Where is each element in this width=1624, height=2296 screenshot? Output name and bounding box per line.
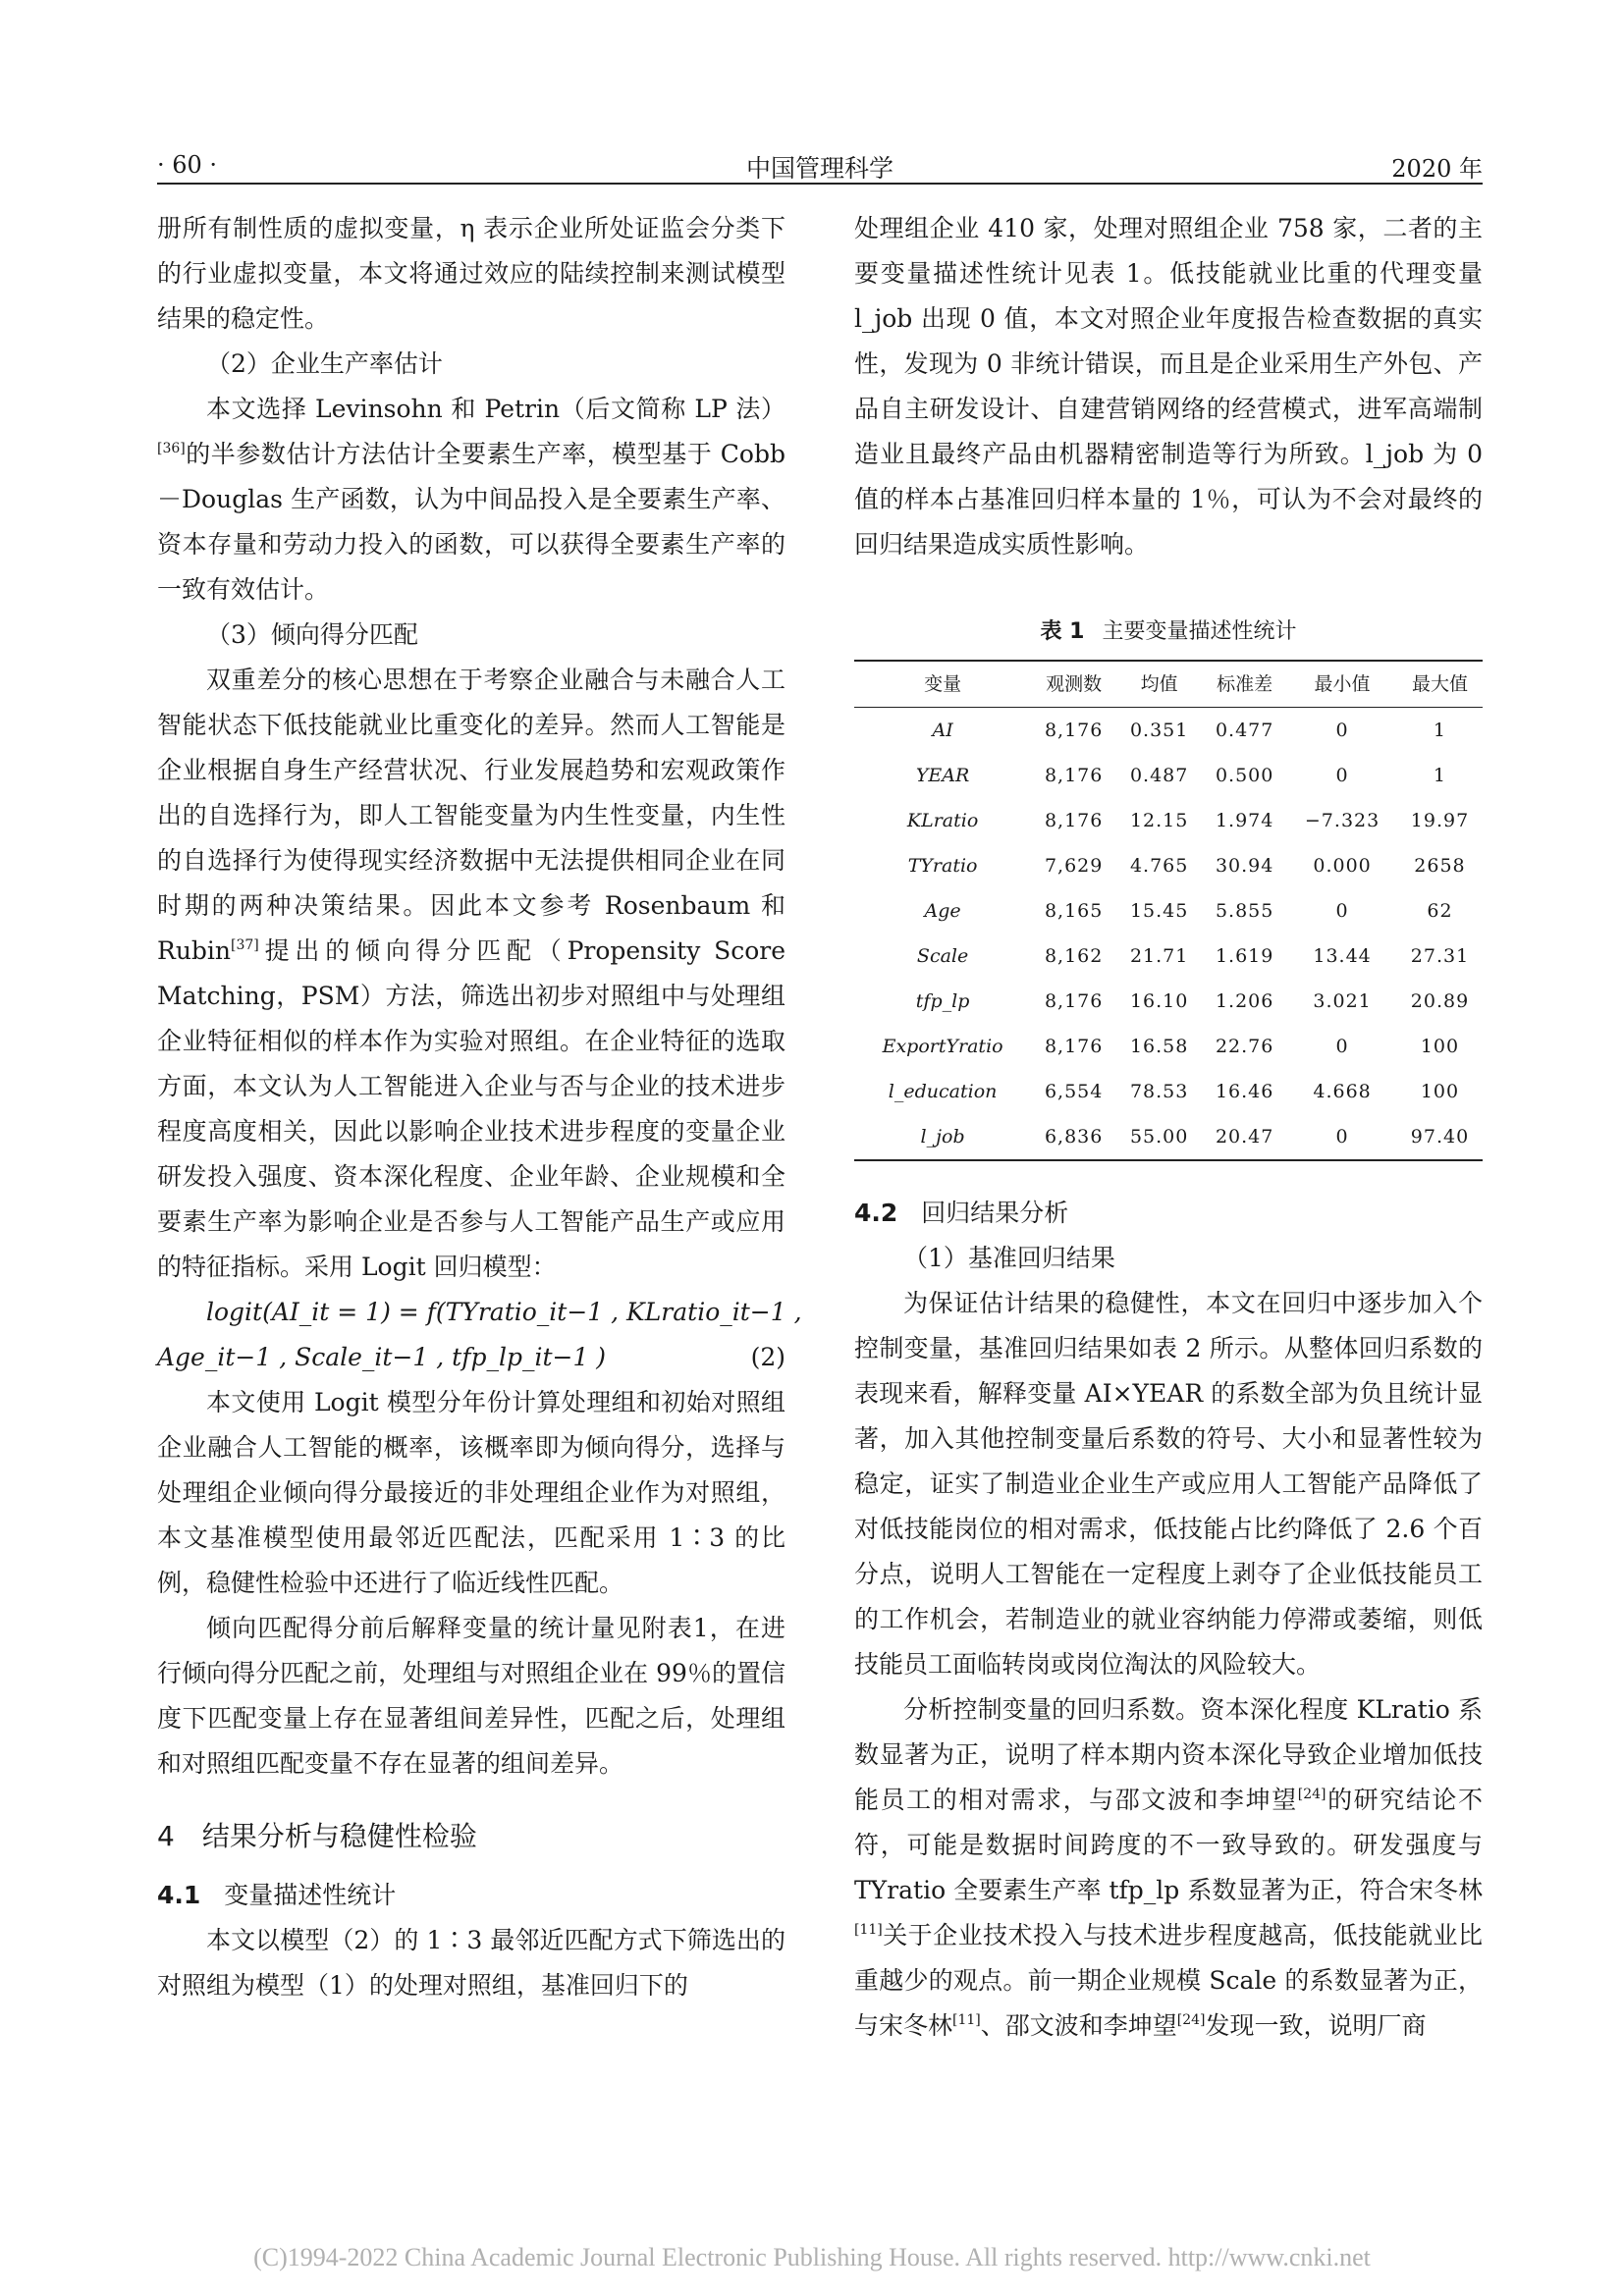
variable-name-cell: YEAR [915,765,970,786]
left-column [157,206,802,2008]
table-cell: 3.021 [1313,990,1372,1012]
table-row [854,1114,1483,1160]
table-cell: 12.15 [1129,810,1189,831]
paragraph: 本文选择 Levinsohn 和 Petrin（后文简称 LP 法）[36]的半参数估计方法估计全要素生产率，模型基于 Cobb－Douglas 生产函数，认为中间品投入是全要素生产率、资本存量和劳动力投入的函数，可以获得全要素生产率的一致有效估计。 [157,395,785,604]
section-heading: 4 结果分析与稳健性检验 [157,1820,477,1852]
table-cell: 20.47 [1215,1126,1274,1148]
table-cell: 20.89 [1410,990,1470,1012]
col-header: 均值 [1140,673,1178,695]
paragraph: 倾向匹配得分前后解释变量的统计量见附表1，在进行倾向得分匹配之前，处理组与对照组企业在 99％的置信度下匹配变量上存在显著组间差异性，匹配之后，处理组和对照组匹配变量不存在显著的组间差异。 [157,1614,785,1778]
variable-name-cell: l_education [888,1081,998,1102]
table-cell: 8,176 [1044,720,1104,741]
table-cell: 7,629 [1044,855,1104,877]
formula-line: Age_it−1 , Scale_it−1 , tfp_lp_it−1 ) (2) [157,1335,785,1380]
citation: [24] [1297,1787,1326,1802]
table-cell: 100 [1420,1036,1460,1057]
paragraph: 处理组企业 410 家，处理对照组企业 758 家，二者的主要变量描述性统计见表 1。低技能就业比重的代理变量 l_job 出现 0 值，本文对照企业年度报告检查数据的真实性，发现为 0 非统计错误，而且是企业采用生产外包、产品自主研发设计、自建营销网络的经营模式，进军高端制造业且最终产品由机器精密制造等行为所致。l_job 为 0 值的样本占基准回归样本量的 1％，可认为不会对最终的回归结果造成实质性影响。 [854,214,1483,559]
formula-line: logit(AI_it = 1) = f(TYratio_it−1 , KLratio_it−1 , [206,1298,802,1326]
citation: [11] [854,1922,883,1938]
table-cell: 0 [1335,1126,1349,1148]
table-cell: 27.31 [1410,945,1470,967]
table-cell: 16.10 [1129,990,1189,1012]
table-row [854,1024,1483,1069]
table-cell: 0 [1335,900,1349,922]
variable-name-cell: KLratio [906,810,979,831]
table-cell: 1 [1433,765,1447,786]
subheading: （3）倾向得分匹配 [206,620,418,649]
table-cell: 4.668 [1313,1081,1372,1102]
table-cell: 22.76 [1215,1036,1274,1057]
table-caption: 表 1 主要变量描述性统计 [1040,619,1297,644]
col-header: 变量 [924,673,962,695]
table-cell: 97.40 [1410,1126,1470,1148]
table-cell: 8,176 [1044,810,1104,831]
table-cell: 5.855 [1215,900,1274,922]
table-cell: 16.46 [1215,1081,1274,1102]
subheading: （2）企业生产率估计 [206,349,443,378]
table-cell: −7.323 [1304,810,1380,831]
table-row [854,843,1483,888]
paragraph: 册所有制性质的虚拟变量，η 表示企业所处证监会分类下的行业虚拟变量，本文将通过效应的陆续控制来测试模型结果的稳定性。 [157,214,785,333]
variable-name-cell: Age [924,900,961,922]
table-row [854,1069,1483,1114]
equation-number: (2) [750,1343,785,1371]
table-cell: 1.619 [1215,945,1274,967]
table-cell: 0 [1335,1036,1349,1057]
table-header-row [854,661,1483,708]
col-header: 最大值 [1411,673,1468,695]
citation: [11] [952,2012,981,2028]
table-cell: 8,165 [1044,900,1104,922]
table-cell: 0.000 [1313,855,1372,877]
table-cell: 6,554 [1044,1081,1104,1102]
table-cell: 0 [1335,720,1349,741]
table-cell: 30.94 [1215,855,1274,877]
table-cell: 2658 [1414,855,1466,877]
table-cell: 78.53 [1129,1081,1189,1102]
table-cell: 8,176 [1044,1036,1104,1057]
citation: [24] [1176,2012,1206,2028]
table-row [854,934,1483,979]
table-cell: 19.97 [1410,810,1470,831]
subheading: （1）基准回归结果 [903,1244,1115,1272]
paragraph: 为保证估计结果的稳健性，本文在回归中逐步加入个控制变量，基准回归结果如表 2 所示。从整体回归系数的表现来看，解释变量 AI×YEAR 的系数全部为负且统计显著，加入其他控制变量后系数的符号、大小和显著性较为稳定，证实了制造业企业生产或应用人工智能产品降低了对低技能岗位的相对需求，低技能占比约降低了 2.6 个百分点，说明人工智能在一定程度上剥夺了企业低技能员工的工作机会，若制造业的就业容纳能力停滞或萎缩，则低技能员工面临转岗或岗位淘汰的风险较大。 [854,1289,1483,1679]
table-cell: 0.500 [1215,765,1274,786]
header-rule [157,183,1483,185]
table-cell: 4.765 [1129,855,1189,877]
table-cell: 100 [1420,1081,1460,1102]
table-cell: 55.00 [1129,1126,1189,1148]
table-cell: 8,162 [1044,945,1104,967]
citation: [37] [231,937,259,953]
table-cell: 0.351 [1129,720,1189,741]
table-cell: 6,836 [1044,1126,1104,1148]
table-cell: 15.45 [1129,900,1189,922]
subsection-heading: 4.2 回归结果分析 [854,1199,1069,1227]
subsection-heading: 4.1 变量描述性统计 [157,1881,397,1909]
table-cell: 8,176 [1044,765,1104,786]
publication-year: 2020 年 [1391,155,1483,183]
table-cell: 1.974 [1215,810,1274,831]
journal-title: 中国管理科学 [745,154,893,183]
table-cell: 0.477 [1215,720,1274,741]
table-cell: 1 [1433,720,1447,741]
col-header: 最小值 [1314,673,1371,695]
variable-name-cell: ExportYratio [882,1036,1003,1057]
col-header: 观测数 [1046,673,1103,695]
variable-name-cell: Scale [916,945,969,967]
paragraph: 本文使用 Logit 模型分年份计算处理组和初始对照组企业融合人工智能的概率，该概率即为倾向得分，选择与处理组企业倾向得分最接近的非处理组企业作为对照组，本文基准模型使用最邻近匹配法，匹配采用 1∶3 的比例，稳健性检验中还进行了临近线性匹配。 [157,1388,785,1597]
variable-name-cell: AI [932,720,953,741]
table-cell: 0.487 [1129,765,1189,786]
paragraph: 双重差分的核心思想在于考察企业融合与未融合人工智能状态下低技能就业比重变化的差异。然而人工智能是企业根据自身生产经营状况、行业发展趋势和宏观政策作出的自选择行为，即人工智能变量为内生性变量，内生性的自选择行为使得现实经济数据中无法提供相同企业在同时期的两种决策结果。因此本文参考 Rosenbaum 和 Rubin[37]提出的倾向得分匹配（Propensity Score Matching，PSM）方法，筛选出初步对照组中与处理组企业特征相似的样本作为实验对照组。在企业特征的选取方面，本文认为人工智能进入企业与否与企业的技术进步程度高度相关，因此以影响企业技术进步程度的变量企业研发投入强度、资本深化程度、企业年龄、企业规模和全要素生产率为影响企业是否参与人工智能产品生产或应用的特征指标。采用 Logit 回归模型： [157,666,785,1281]
col-header: 标准差 [1217,673,1273,695]
table-row [854,979,1483,1024]
table-cell: 0 [1335,765,1349,786]
copyright-footer: (C)1994-2022 China Academic Journal Electronic Publishing House. All rights reserved. http://www.cnki.net [253,2243,1371,2271]
descriptive-stats-table [854,660,1483,1161]
paragraph: 分析控制变量的回归系数。资本深化程度 KLratio 系数显著为正，说明了样本期内资本深化导致企业增加低技能员工的相对需求，与邵文波和李坤望[24]的研究结论不符，可能是数据时间跨度的不一致导致的。研发强度与 TYratio 全要素生产率 tfp_lp 系数显著为正，符合宋冬林[11]关于企业技术投入与技术进步程度越高，低技能就业比重越少的观点。前一期企业规模 Scale 的系数显著为正，与宋冬林[11]、邵文波和李坤望[24]发现一致，说明厂商 [854,1695,1483,2040]
variable-name-cell: l_job [920,1126,965,1148]
right-column [854,206,1483,2049]
variable-name-cell: TYratio [907,855,978,877]
table-1 [854,613,1483,1161]
table-cell: 1.206 [1215,990,1274,1012]
table-cell: 8,176 [1044,990,1104,1012]
table-cell: 62 [1427,900,1453,922]
citation: [36] [157,441,186,456]
page-number: · 60 · [157,151,218,179]
table-cell: 16.58 [1129,1036,1189,1057]
table-row [854,753,1483,798]
table-cell: 21.71 [1129,945,1189,967]
paragraph: 本文以模型（2）的 1∶3 最邻近匹配方式下筛选出的对照组为模型（1）的处理对照组，基准回归下的 [157,1926,785,2000]
table-cell: 13.44 [1313,945,1372,967]
table-row [854,708,1483,754]
table-row [854,798,1483,843]
table-row [854,888,1483,934]
page-header [157,147,1483,187]
variable-name-cell: tfp_lp [915,990,970,1012]
